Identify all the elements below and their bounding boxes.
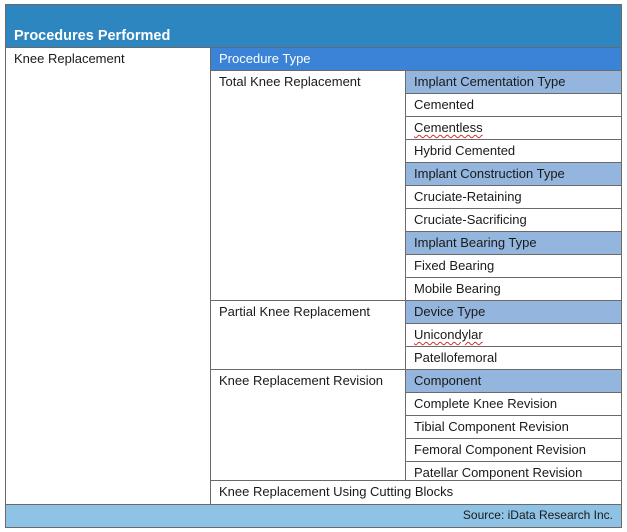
table-footer — [6, 504, 621, 527]
subheader-device-type: Device Type — [406, 301, 621, 324]
subheader-bearing: Implant Bearing Type — [406, 232, 621, 255]
table-row: Femoral Component Revision — [406, 439, 621, 462]
table-row: Patellar Component Revision — [406, 462, 621, 481]
procedure-cell: Knee Replacement — [6, 48, 211, 504]
spellcheck-text: Cementless — [414, 120, 483, 135]
table-row — [406, 117, 621, 140]
subheader-cementation: Implant Cementation Type — [406, 71, 621, 94]
table-title: Procedures Performed — [14, 28, 171, 44]
group-partial-knee: Partial Knee Replacement — [211, 301, 406, 370]
group-total-knee: Total Knee Replacement — [211, 71, 406, 301]
table-row: Cruciate-Retaining — [406, 186, 621, 209]
table-row: Patellofemoral — [406, 347, 621, 370]
subheader-construction: Implant Construction Type — [406, 163, 621, 186]
table-row: Cemented — [406, 94, 621, 117]
table-row: Fixed Bearing — [406, 255, 621, 278]
procedures-table — [5, 4, 622, 528]
table-title-bar — [6, 5, 621, 48]
cutting-blocks-row: Knee Replacement Using Cutting Blocks — [219, 484, 454, 499]
table-row: Tibial Component Revision — [406, 416, 621, 439]
subheader-component: Component — [406, 370, 621, 393]
table-row — [406, 324, 621, 347]
spellcheck-text: Unicondylar — [414, 327, 483, 342]
group-revision: Knee Replacement Revision — [211, 370, 406, 481]
source-note: Source: iData Research Inc. — [462, 508, 613, 522]
table-row: Hybrid Cemented — [406, 140, 621, 163]
table-row: Cruciate-Sacrificing — [406, 209, 621, 232]
procedure-type-header: Procedure Type — [211, 48, 621, 71]
table-row: Complete Knee Revision — [406, 393, 621, 416]
table-row: Mobile Bearing — [406, 278, 621, 301]
